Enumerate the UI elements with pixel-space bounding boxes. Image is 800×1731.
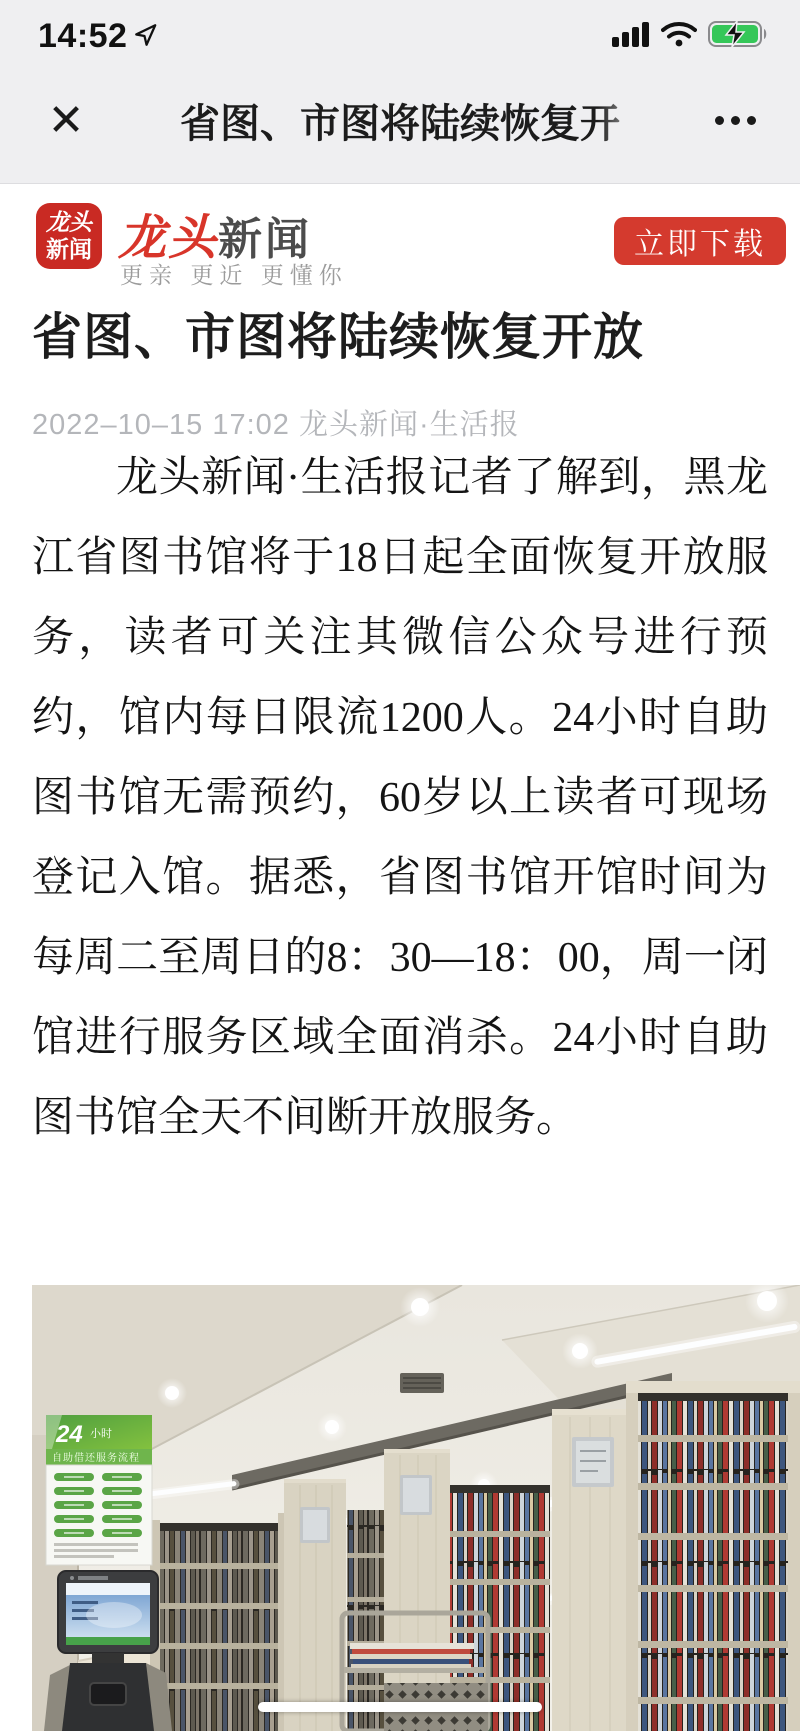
article-body: 龙头新闻·生活报记者了解到，黑龙江省图书馆将于18日起全面恢复开放服务，读者可关注其微信公众号进行预约，馆内每日限流1200人。24小时自助图书馆无需预约，60岁以上读者可现场登记入馆。据悉，省图书馆开馆时间为每周二至周日的8：30—18：00，周一闭馆进行服务区域全面消杀。24小时自助图书馆全天不间断开放服务。 (32, 455, 768, 1141)
bookshelf-right (626, 1381, 800, 1731)
article-meta: 2022–10–15 17:02 龙头新闻·生活报 (32, 409, 520, 441)
page-title: 省图、市图将陆续恢复开 (140, 96, 660, 152)
library-photo-graphic (32, 1285, 800, 1731)
app-tagline: 更亲 更近 更懂你 (120, 262, 348, 288)
nav-bar (0, 64, 800, 184)
sign-number: 24 (56, 1421, 83, 1448)
article-image (32, 1285, 800, 1731)
download-button[interactable]: 立即下载 (614, 217, 786, 265)
wifi-icon (661, 21, 697, 47)
more-menu-icon[interactable] (700, 90, 770, 150)
status-bar (0, 0, 800, 64)
article-title: 省图、市图将陆续恢复开放 (32, 309, 644, 365)
location-arrow-icon (133, 22, 159, 53)
app-banner (0, 185, 800, 300)
selfservice-kiosk (44, 1571, 172, 1731)
sign-subtitle: 自助借还服务流程 (52, 1453, 140, 1464)
top-chrome (0, 0, 800, 184)
sign-24h (46, 1415, 152, 1565)
app-logo-icon: 龙头 新闻 (36, 203, 102, 269)
bookshelf-left (150, 1513, 287, 1731)
status-icons (612, 20, 770, 48)
battery-charging-icon (708, 20, 770, 48)
home-indicator[interactable] (258, 1702, 542, 1712)
app-wordmark: 龙头新闻 (118, 212, 313, 265)
status-time: 14:52 (38, 17, 128, 55)
close-icon[interactable]: ✕ (47, 95, 85, 145)
sign-unit: 小时 (90, 1428, 112, 1440)
bookshelf-endpanel (552, 1409, 626, 1731)
cellular-signal-icon (612, 21, 650, 47)
